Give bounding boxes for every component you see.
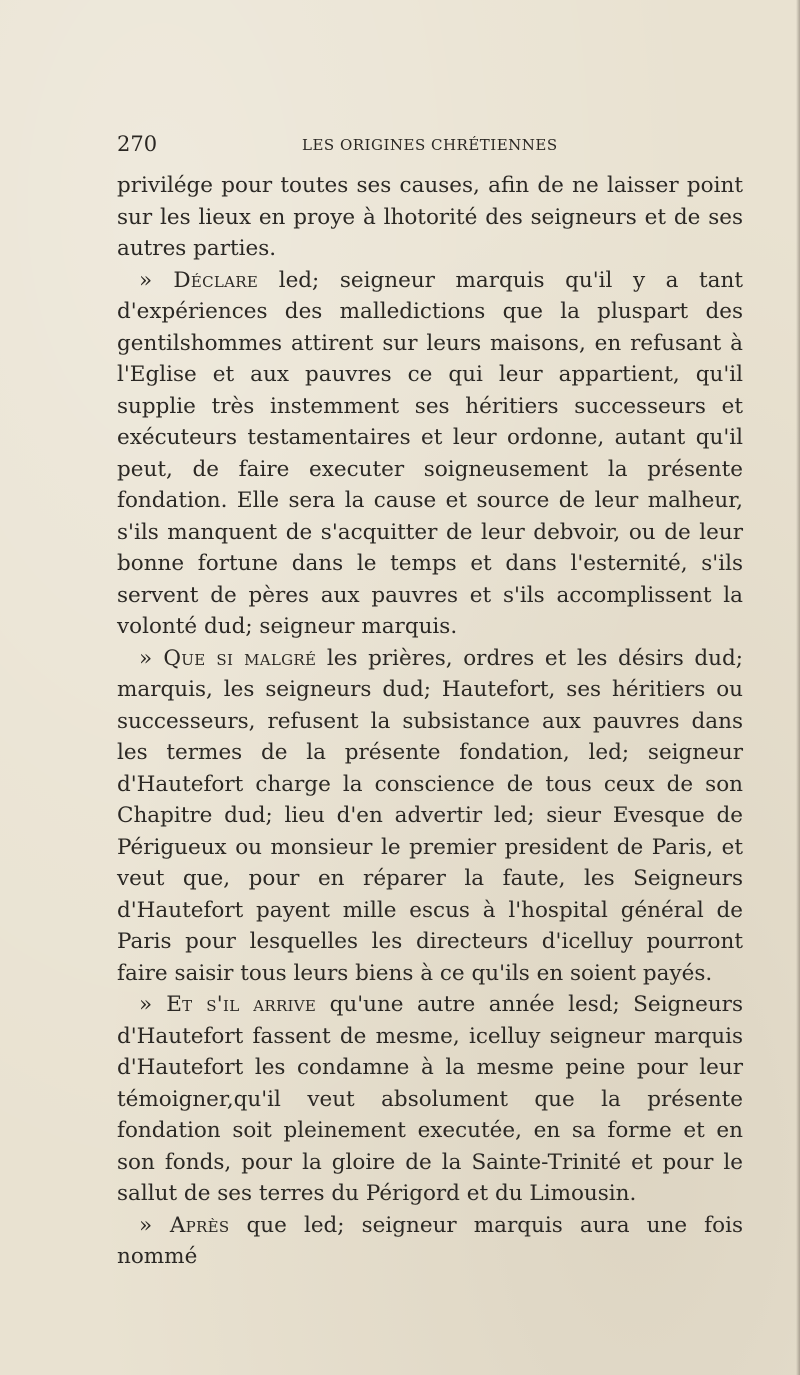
paragraph-5-lead: » Après (139, 1212, 230, 1238)
running-title: LES ORIGINES CHRÉTIENNES (302, 136, 558, 154)
page-number: 270 (117, 132, 158, 156)
paragraph-3-text: les prières, ordres et les désirs dud; marquis, les seigneurs dud; Hautefort, ses héritiers ou successeurs, refusent la subsistance aux pauvres dans les termes de la présente fondation, led; seigneur d'Hautefort charge la conscience de tous ceux de son Chapitre dud; lieu d'en advertir led; sieur Evesque de Périgueux ou monsieur le premier president de Paris, et veut que, pour en réparer la faute, les Seigneurs d'Hautefort payent mille escus à l'hospital général de Paris pour lesquelles les directeurs d'icelluy pourront faire saisir tous leurs biens à ce qu'ils en soient payés. (117, 645, 743, 986)
page-edge-shadow (796, 0, 800, 1375)
paragraph-3-lead: » Que si malgré (139, 645, 317, 671)
paragraph-4-text: qu'une autre année lesd; Seigneurs d'Hautefort fassent de mesme, icelluy seigneur marquis d'Hautefort les condamne à la mesme peine pour leur témoigner,qu'il veut absolument que la présente fondation soit pleinement executée, en sa forme et en son fonds, pour la gloire de la Sainte-Trinité et pour le sallut de ses terres du Périgord et du Limousin. (117, 992, 743, 1206)
paragraph-1-text: privilége pour toutes ses causes, afin de ne laisser point sur les lieux en proye à lhotorité des seigneurs et de ses autres parties. (117, 173, 743, 261)
paragraph-5-text: que led; seigneur marquis aura une fois nommé (117, 1212, 743, 1269)
body-text (117, 170, 743, 1273)
page-header (117, 130, 637, 158)
paragraph-2 (117, 265, 743, 643)
paragraph-2-lead: » Déclare (139, 267, 259, 293)
paragraph-2-text: led; seigneur marquis qu'il y a tant d'expériences des malledictions que la pluspart des gentilshommes attirent sur leurs maisons, en refusant à l'Eglise et aux pauvres ce qui leur appartient, qu'il supplie très instemment ses héritiers successeurs et exécuteurs testamentaires et leur ordonne, autant qu'il peut, de faire executer soigneusement la présente fondation. Elle sera la cause et source de leur malheur, s'ils manquent de s'acquitter de leur debvoir, ou de leur bonne fortune dans le temps et dans l'esternité, s'ils servent de pères aux pauvres et s'ils accomplissent la volonté dud; seigneur marquis. (117, 267, 743, 639)
paragraph-4 (117, 989, 743, 1210)
paragraph-1 (117, 170, 743, 265)
paragraph-4-lead: » Et s'il arrive (139, 992, 317, 1017)
paragraph-5 (117, 1210, 743, 1273)
paragraph-3 (117, 643, 743, 990)
